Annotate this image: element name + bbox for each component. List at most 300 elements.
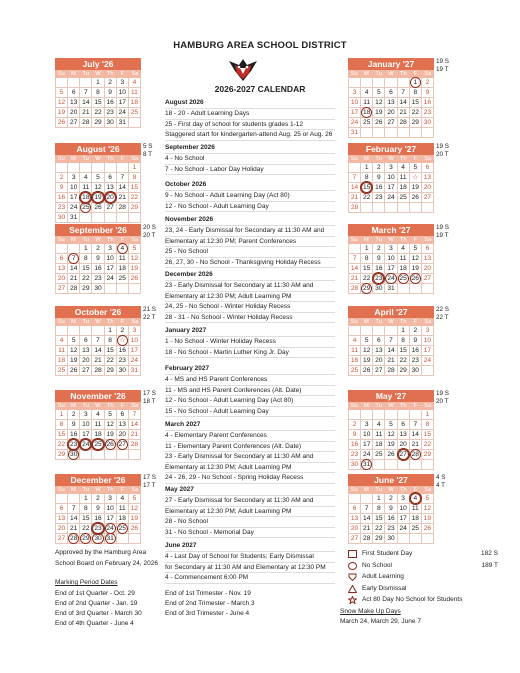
day-cell: 19 — [56, 108, 68, 118]
day-cell: 16 — [56, 193, 68, 203]
weekday-label: Th — [106, 487, 114, 493]
day-cell: 11 — [373, 430, 385, 440]
day-cell: 30 — [105, 118, 117, 128]
day-cell: 14 — [68, 514, 80, 524]
event-line: 25 - No School — [165, 247, 335, 258]
day-cell: 17 — [398, 514, 410, 524]
weekday-label: M — [364, 319, 369, 325]
day-cell: 15 — [56, 430, 68, 440]
day-cell: 30 — [373, 284, 385, 294]
day-cell: 22 — [80, 274, 92, 284]
day-cell: 6 — [80, 336, 92, 346]
day-cell: 19 — [129, 514, 141, 524]
day-cell: ☆ — [117, 336, 129, 346]
day-cell — [117, 450, 129, 460]
marking-q3: End of 3rd Quarter - March 30 — [55, 610, 142, 617]
day-cell: 19 — [422, 514, 434, 524]
shield-icon — [348, 573, 357, 581]
weekday-label: Th — [106, 237, 114, 243]
day-count: 22 T — [436, 314, 449, 321]
month-1 — [55, 143, 141, 223]
day-cell: 21 — [129, 430, 141, 440]
day-cell: 2 — [385, 494, 397, 504]
day-cell — [422, 534, 434, 544]
day-cell: 5 — [56, 88, 68, 98]
day-cell: 22 — [56, 440, 68, 450]
weekday-label: M — [364, 156, 369, 162]
event-line: 23 - Early Dismissal for Secondary at 11:30 AM and — [165, 452, 335, 463]
marking-q2: End of 2nd Quarter - Jan. 19 — [55, 600, 138, 607]
weekday-label: W — [388, 319, 394, 325]
day-cell: 3 — [422, 326, 434, 336]
day-cell: 5 — [129, 244, 141, 254]
day-cell: 14 — [80, 98, 92, 108]
day-count: 21 S — [143, 306, 156, 313]
day-cell — [56, 78, 68, 88]
day-cell: 14 — [349, 264, 361, 274]
day-grid — [55, 494, 141, 544]
weekday-label: Sa — [131, 487, 139, 493]
weekday-header — [348, 486, 434, 494]
day-cell: 2 — [373, 163, 385, 173]
day-cell — [385, 203, 397, 213]
legend-count: 182 S — [481, 550, 498, 557]
day-cell: 15 — [92, 98, 104, 108]
day-cell: 27 — [422, 274, 434, 284]
month-title: January '27 — [348, 58, 434, 70]
day-cell: 5 — [105, 410, 117, 420]
day-cell: 26 — [56, 118, 68, 128]
day-cell: 13 — [349, 514, 361, 524]
day-cell: 11 — [117, 504, 129, 514]
day-cell: 30 — [92, 534, 104, 544]
day-cell: 23 — [422, 108, 434, 118]
weekday-label: Sa — [424, 487, 432, 493]
day-cell: 25 — [398, 274, 410, 284]
marking-q1: End of 1st Quarter - Oct. 29 — [55, 590, 135, 597]
day-cell: 1 — [80, 244, 92, 254]
day-cell: 28 — [117, 203, 129, 213]
day-cell: 2 — [117, 326, 129, 336]
day-cell — [80, 326, 92, 336]
star-icon — [348, 596, 357, 604]
day-cell: 6 — [422, 163, 434, 173]
day-cell: 6 — [56, 504, 68, 514]
day-grid — [55, 78, 141, 128]
day-cell — [105, 284, 117, 294]
day-cell: 13 — [422, 173, 434, 183]
day-cell: 18 — [398, 183, 410, 193]
month-title: February '27 — [348, 143, 434, 155]
day-cell — [361, 128, 373, 138]
day-cell: 27 — [373, 366, 385, 376]
day-cell — [92, 326, 104, 336]
day-cell: 25 — [361, 118, 373, 128]
day-cell: 11 — [56, 346, 68, 356]
day-cell — [105, 213, 117, 223]
weekday-label: Sa — [424, 71, 432, 77]
day-cell: 15 — [80, 264, 92, 274]
day-cell: 23 — [349, 450, 361, 460]
day-cell: 11 — [349, 346, 361, 356]
day-cell — [349, 326, 361, 336]
day-cell: 18 — [361, 108, 373, 118]
day-cell: 22 — [398, 356, 410, 366]
day-cell: 13 — [398, 430, 410, 440]
day-cell: 14 — [349, 183, 361, 193]
day-cell: 24 — [422, 356, 434, 366]
weekday-label: M — [364, 71, 369, 77]
day-cell: 18 — [410, 514, 422, 524]
day-cell — [129, 284, 141, 294]
day-cell: 22 — [361, 274, 373, 284]
day-cell — [361, 494, 373, 504]
day-count: 8 T — [143, 151, 152, 158]
weekday-label: F — [413, 403, 418, 409]
day-cell: 24 — [80, 440, 92, 450]
day-grid — [348, 494, 434, 544]
event-month-heading: December 2026 — [165, 270, 335, 281]
event-line: Elementary at 12:30 PM; Adult Learning PM — [165, 292, 335, 303]
day-cell: 25 — [349, 366, 361, 376]
day-cell: 12 — [422, 504, 434, 514]
day-cell — [56, 326, 68, 336]
event-month-heading: August 2026 — [165, 98, 335, 109]
day-cell: 24 — [385, 274, 397, 284]
day-cell: 1 — [105, 326, 117, 336]
day-cell: 30 — [349, 460, 361, 470]
day-cell — [373, 460, 385, 470]
day-cell — [398, 534, 410, 544]
square-icon — [348, 550, 357, 558]
weekday-label: M — [71, 237, 76, 243]
weekday-label: W — [95, 403, 101, 409]
day-cell: 19 — [410, 183, 422, 193]
day-cell — [373, 410, 385, 420]
event-line: 24 - 26, 29 - No School - Spring Holiday Recess — [165, 473, 335, 484]
weekday-label: Th — [399, 156, 407, 162]
day-cell: 20 — [422, 183, 434, 193]
day-cell: 13 — [80, 346, 92, 356]
day-cell: 29 — [80, 534, 92, 544]
day-grid — [55, 326, 141, 376]
legend-item — [348, 571, 498, 583]
day-cell: 7 — [80, 88, 92, 98]
day-cell: 26 — [373, 118, 385, 128]
event-month-heading: November 2026 — [165, 215, 335, 226]
day-cell: 25 — [92, 440, 104, 450]
legend-label: Early Dismissal — [362, 584, 407, 592]
day-cell — [422, 284, 434, 294]
day-cell: 17 — [105, 514, 117, 524]
day-cell — [361, 78, 373, 88]
event-month-heading: May 2027 — [165, 485, 335, 496]
weekday-label: F — [413, 237, 418, 243]
day-cell — [385, 326, 397, 336]
legend-item — [348, 583, 498, 595]
month-title: October '26 — [55, 306, 141, 318]
circle-icon — [348, 562, 357, 570]
day-cell: 31 — [129, 366, 141, 376]
day-cell: 20 — [80, 356, 92, 366]
day-cell: ☆ — [410, 173, 422, 183]
day-cell: 28 — [385, 366, 397, 376]
day-cell: 5 — [92, 173, 104, 183]
day-cell: 7 — [385, 336, 397, 346]
day-cell: 26 — [129, 274, 141, 284]
day-cell: 3 — [68, 173, 80, 183]
day-cell: 12 — [56, 98, 68, 108]
day-cell: 3 — [105, 244, 117, 254]
event-line: 26, 27, 30 - No School - Thanksgiving Holiday Recess — [165, 258, 335, 269]
day-cell: 23 — [92, 274, 104, 284]
day-count: 17 T — [143, 482, 156, 489]
day-cell: 23 — [92, 524, 104, 534]
day-cell — [129, 118, 141, 128]
day-cell: 25 — [373, 450, 385, 460]
day-cell: 30 — [56, 213, 68, 223]
day-cell: 30 — [117, 366, 129, 376]
weekday-label: Th — [399, 71, 407, 77]
day-cell: 1 — [129, 163, 141, 173]
day-cell: 18 — [349, 356, 361, 366]
day-cell — [105, 450, 117, 460]
day-cell: 30 — [68, 450, 80, 460]
day-cell: 19 — [410, 264, 422, 274]
event-line: 12 - No School - Adult Learning Day (Act 80) — [165, 396, 335, 407]
weekday-header — [55, 486, 141, 494]
weekday-label: Tu — [375, 487, 382, 493]
marking-t2: End of 2nd Trimester - March 3 — [165, 600, 255, 607]
day-cell: 17 — [117, 98, 129, 108]
month-0 — [55, 58, 141, 128]
day-cell: 2 — [105, 78, 117, 88]
day-cell: 29 — [422, 450, 434, 460]
day-cell — [349, 163, 361, 173]
legend-item — [348, 594, 498, 606]
day-cell: 9 — [373, 173, 385, 183]
event-month-heading: September 2026 — [165, 143, 335, 154]
day-cell: 4 — [117, 494, 129, 504]
weekday-label: Su — [57, 319, 65, 325]
day-cell: 19 — [68, 356, 80, 366]
day-cell: 22 — [373, 524, 385, 534]
weekday-label: Sa — [424, 237, 432, 243]
day-cell: 3 — [398, 494, 410, 504]
day-cell: 6 — [373, 336, 385, 346]
day-cell: 3 — [80, 410, 92, 420]
day-grid — [55, 244, 141, 294]
event-block — [165, 270, 335, 323]
weekday-label: Su — [350, 156, 358, 162]
day-cell: 7 — [92, 336, 104, 346]
day-cell: 8 — [373, 504, 385, 514]
day-cell: 16 — [349, 440, 361, 450]
day-cell: 12 — [373, 98, 385, 108]
day-cell: 2 — [422, 78, 434, 88]
weekday-label: Sa — [131, 403, 139, 409]
event-line: 25 - First day of school for students grades 1-12 — [165, 120, 335, 131]
day-cell: 14 — [117, 183, 129, 193]
day-cell — [410, 128, 422, 138]
event-line: for Secondary at 11:30 AM and Elementary at 12:30 PM — [165, 563, 335, 574]
day-cell: 20 — [373, 356, 385, 366]
day-count: 22 S — [436, 306, 449, 313]
day-cell: 13 — [373, 346, 385, 356]
weekday-label: Tu — [375, 319, 382, 325]
marking-q4: End of 4th Quarter - June 4 — [55, 620, 134, 627]
day-cell — [80, 213, 92, 223]
day-cell: 3 — [117, 78, 129, 88]
day-cell: 7 — [349, 254, 361, 264]
day-cell: 9 — [68, 420, 80, 430]
day-cell: 26 — [422, 524, 434, 534]
day-cell: 4 — [410, 494, 422, 504]
weekday-label: Sa — [131, 319, 139, 325]
day-cell: 30 — [385, 534, 397, 544]
weekday-label: W — [95, 487, 101, 493]
day-cell: 10 — [105, 254, 117, 264]
event-line: 4 - No School — [165, 154, 335, 165]
day-cell — [422, 128, 434, 138]
day-cell: 10 — [385, 173, 397, 183]
day-cell — [373, 128, 385, 138]
day-cell: 3 — [385, 163, 397, 173]
day-cell: 14 — [129, 420, 141, 430]
day-cell: 26 — [68, 366, 80, 376]
day-cell: 22 — [80, 524, 92, 534]
weekday-label: W — [388, 403, 394, 409]
day-cell: 16 — [373, 264, 385, 274]
day-cell: 24 — [398, 524, 410, 534]
weekday-label: Th — [106, 403, 114, 409]
day-cell: 7 — [349, 173, 361, 183]
day-cell: 15 — [410, 98, 422, 108]
day-cell: 29 — [410, 118, 422, 128]
day-cell: 14 — [68, 264, 80, 274]
day-cell: 16 — [105, 98, 117, 108]
day-cell — [385, 128, 397, 138]
day-cell — [56, 163, 68, 173]
day-cell: 8 — [398, 336, 410, 346]
weekday-label: F — [413, 487, 418, 493]
day-cell: 26 — [410, 193, 422, 203]
day-cell — [398, 78, 410, 88]
day-cell: 1 — [80, 494, 92, 504]
day-cell: 22 — [129, 193, 141, 203]
day-cell — [361, 326, 373, 336]
hawk-logo-icon — [223, 55, 263, 83]
month-3 — [55, 306, 141, 376]
day-cell: 12 — [385, 430, 397, 440]
weekday-label: Su — [350, 319, 358, 325]
event-block — [165, 326, 335, 358]
day-cell: 11 — [92, 420, 104, 430]
day-cell: 4 — [398, 244, 410, 254]
day-cell: 24 — [105, 524, 117, 534]
day-cell: 20 — [56, 524, 68, 534]
day-cell: 25 — [117, 524, 129, 534]
day-cell: 27 — [422, 193, 434, 203]
snow-makeup-heading: Snow Make Up Days — [340, 608, 401, 615]
day-cell: 21 — [68, 524, 80, 534]
day-cell: 12 — [92, 183, 104, 193]
day-cell: 18 — [129, 98, 141, 108]
day-cell: 18 — [117, 264, 129, 274]
day-cell: 17 — [422, 346, 434, 356]
day-cell: 18 — [117, 514, 129, 524]
day-cell: 4 — [92, 410, 104, 420]
weekday-header — [348, 70, 434, 78]
day-cell — [385, 410, 397, 420]
day-cell — [117, 213, 129, 223]
day-cell: 25 — [80, 203, 92, 213]
day-cell: 21 — [80, 108, 92, 118]
calendar-subtitle: 2026-2027 CALENDAR — [214, 84, 306, 94]
weekday-label: Th — [399, 237, 407, 243]
day-cell: 8 — [129, 173, 141, 183]
weekday-label: Th — [106, 156, 114, 162]
day-cell: 14 — [361, 514, 373, 524]
weekday-label: Su — [57, 71, 65, 77]
day-cell: 11 — [410, 504, 422, 514]
day-cell: 13 — [56, 514, 68, 524]
event-line: 4 - Commencement 6:00 PM — [165, 573, 335, 584]
day-cell: 28 — [68, 284, 80, 294]
day-cell: 11 — [117, 254, 129, 264]
event-line: 9 - No School - Adult Learning Day (Act 80) — [165, 191, 335, 202]
event-line: 4 - Elementary Parent Conferences — [165, 431, 335, 442]
weekday-label: Tu — [82, 319, 89, 325]
day-cell: 12 — [129, 254, 141, 264]
day-cell: 19 — [92, 193, 104, 203]
event-block — [165, 420, 335, 484]
event-line: 28 - No School — [165, 517, 335, 528]
day-cell: 12 — [361, 346, 373, 356]
district-title: HAMBURG AREA SCHOOL DISTRICT — [173, 40, 347, 51]
day-cell: 27 — [56, 534, 68, 544]
day-cell: 24 — [361, 450, 373, 460]
day-cell: 16 — [422, 98, 434, 108]
day-cell — [422, 460, 434, 470]
day-cell: 9 — [92, 504, 104, 514]
month-4 — [55, 390, 141, 460]
day-cell — [80, 163, 92, 173]
weekday-label: Tu — [375, 237, 382, 243]
event-line: 7 - No School - Labor Day Holiday — [165, 165, 335, 176]
day-cell: 19 — [105, 430, 117, 440]
weekday-label: W — [95, 156, 101, 162]
month-10 — [348, 390, 434, 470]
event-month-heading: October 2026 — [165, 180, 335, 191]
day-count: 19 T — [436, 66, 449, 73]
day-cell: 8 — [361, 254, 373, 264]
day-cell: 2 — [349, 420, 361, 430]
day-count: 19 S — [436, 143, 449, 150]
day-cell — [80, 78, 92, 88]
weekday-header — [348, 236, 434, 244]
day-cell: 19 — [385, 440, 397, 450]
day-cell — [398, 128, 410, 138]
day-cell — [422, 366, 434, 376]
day-cell: 17 — [361, 440, 373, 450]
month-title: April '27 — [348, 306, 434, 318]
day-cell: 7 — [129, 410, 141, 420]
event-month-heading: January 2027 — [165, 326, 335, 337]
event-line: Elementary at 12:30 PM; Adult Learning PM — [165, 463, 335, 474]
day-cell: 4 — [373, 420, 385, 430]
legend-label: Adult Learning — [362, 573, 404, 580]
